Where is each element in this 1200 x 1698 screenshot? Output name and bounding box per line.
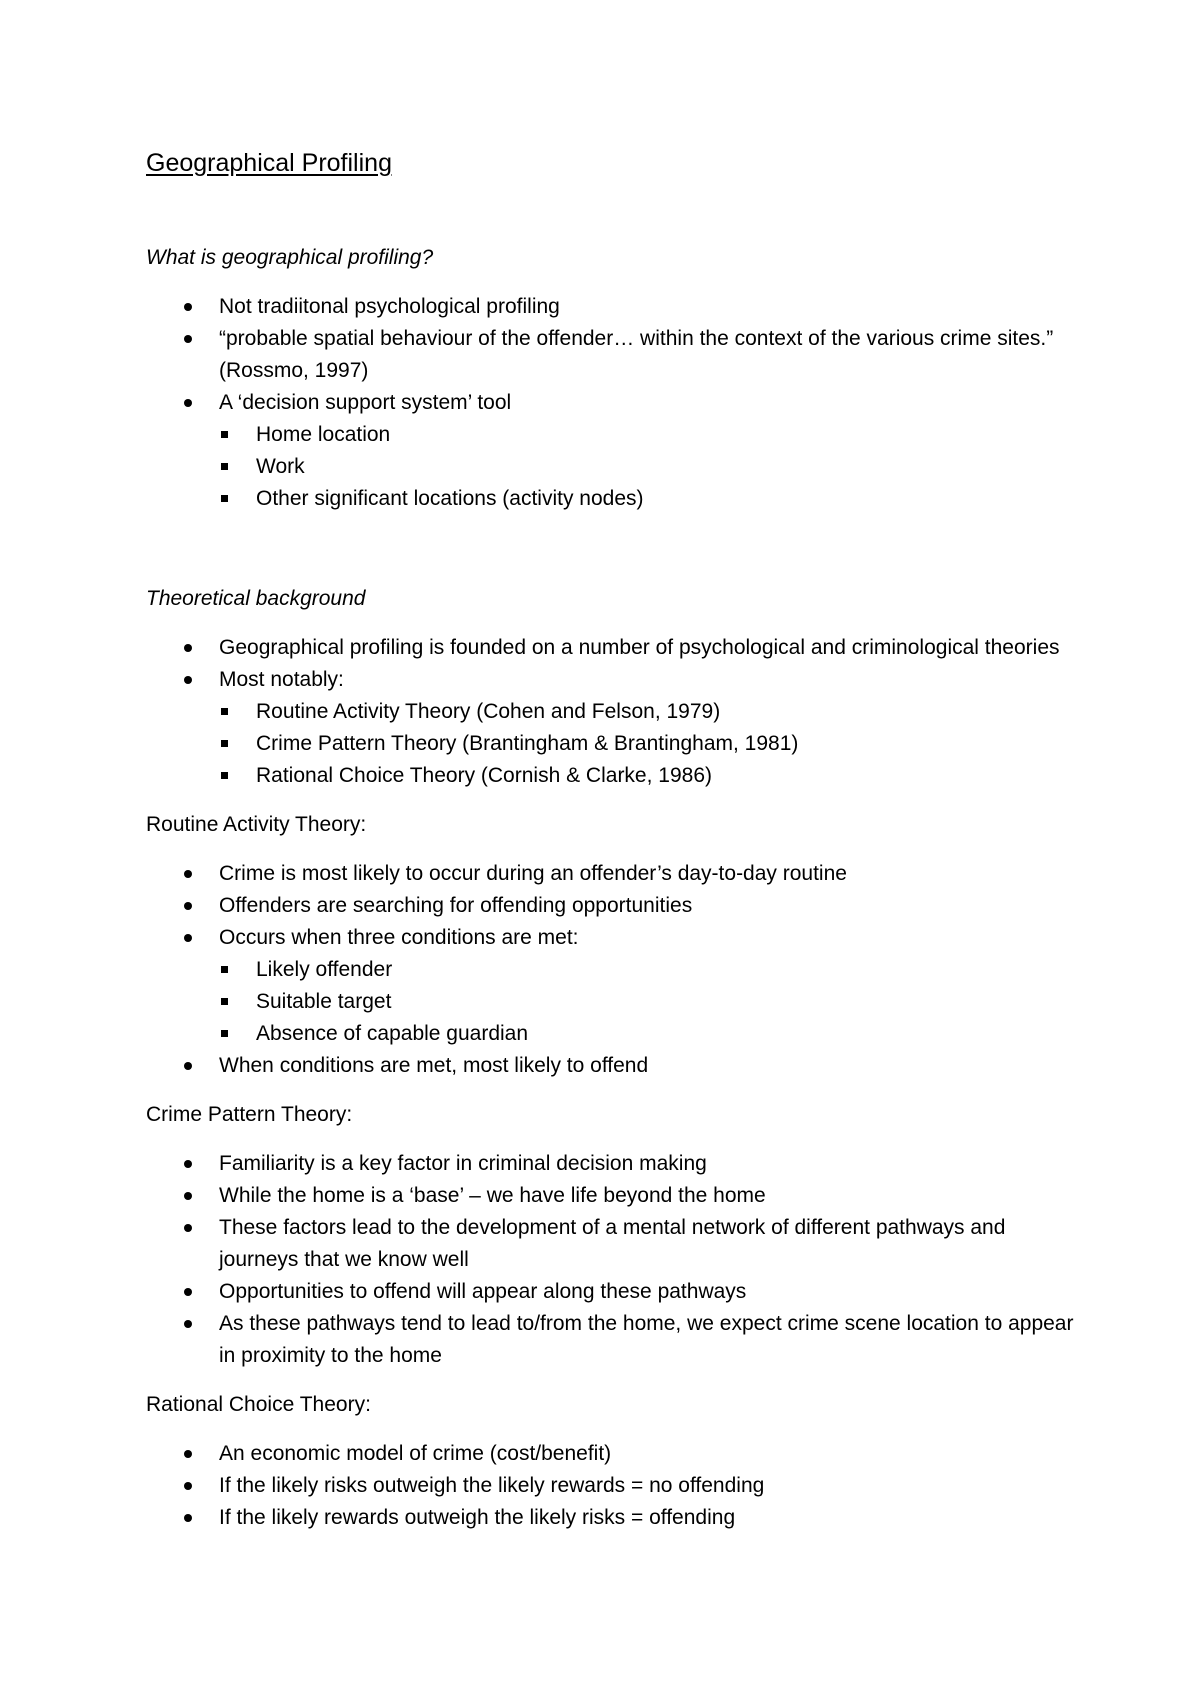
list-item: Crime is most likely to occur during an offender’s day-to-day routine [146,858,1076,890]
document-body [146,146,1076,1534]
bullet-list-crime-pattern [146,1148,1076,1372]
list-item: Familiarity is a key factor in criminal decision making [146,1148,1076,1180]
sub-list-item: Work [146,451,1076,483]
sub-list-item: Routine Activity Theory (Cohen and Felson, 1979) [146,696,1076,728]
sub-list-item: Suitable target [146,986,1076,1018]
list-item: If the likely risks outweigh the likely rewards = no offending [146,1470,1076,1502]
bullet-list-routine-activity [146,858,1076,1082]
sub-list-item: Absence of capable guardian [146,1018,1076,1050]
list-item: Opportunities to offend will appear along these pathways [146,1276,1076,1308]
section-heading-theoretical-background: Theoretical background [146,587,366,610]
sub-list-item: Other significant locations (activity nodes) [146,483,1076,515]
list-item: When conditions are met, most likely to offend [146,1050,1076,1082]
list-item: If the likely rewards outweigh the likely risks = offending [146,1502,1076,1534]
list-item: Geographical profiling is founded on a number of psychological and criminological theories [146,632,1076,664]
sub-list-item: Rational Choice Theory (Cornish & Clarke, 1986) [146,760,1076,792]
bullet-list-theoretical-background [146,632,1076,792]
list-item: Most notably: [146,664,1076,696]
section-heading-rational-choice: Rational Choice Theory: [146,1393,371,1416]
list-item: These factors lead to the development of a mental network of different pathways and journeys that we know well [146,1212,1076,1276]
list-item: “probable spatial behaviour of the offender… within the context of the various crime sites.” (Rossmo, 1997) [146,323,1076,387]
list-item: As these pathways tend to lead to/from the home, we expect crime scene location to appear in proximity to the home [146,1308,1076,1372]
section-heading-routine-activity: Routine Activity Theory: [146,813,367,836]
section-heading-crime-pattern: Crime Pattern Theory: [146,1103,353,1126]
bullet-list-rational-choice [146,1438,1076,1534]
sub-list-item: Likely offender [146,954,1076,986]
sub-list-item: Home location [146,419,1076,451]
bullet-list-what-is [146,291,1076,515]
list-item: Not tradiitonal psychological profiling [146,291,1076,323]
list-item: While the home is a ‘base’ – we have life beyond the home [146,1180,1076,1212]
page-title: Geographical Profiling [146,149,392,177]
list-item: Occurs when three conditions are met: [146,922,1076,954]
list-item: A ‘decision support system’ tool [146,387,1076,419]
section-heading-what-is: What is geographical profiling? [146,246,434,269]
list-item: An economic model of crime (cost/benefit) [146,1438,1076,1470]
sub-list-item: Crime Pattern Theory (Brantingham & Brantingham, 1981) [146,728,1076,760]
list-item: Offenders are searching for offending opportunities [146,890,1076,922]
